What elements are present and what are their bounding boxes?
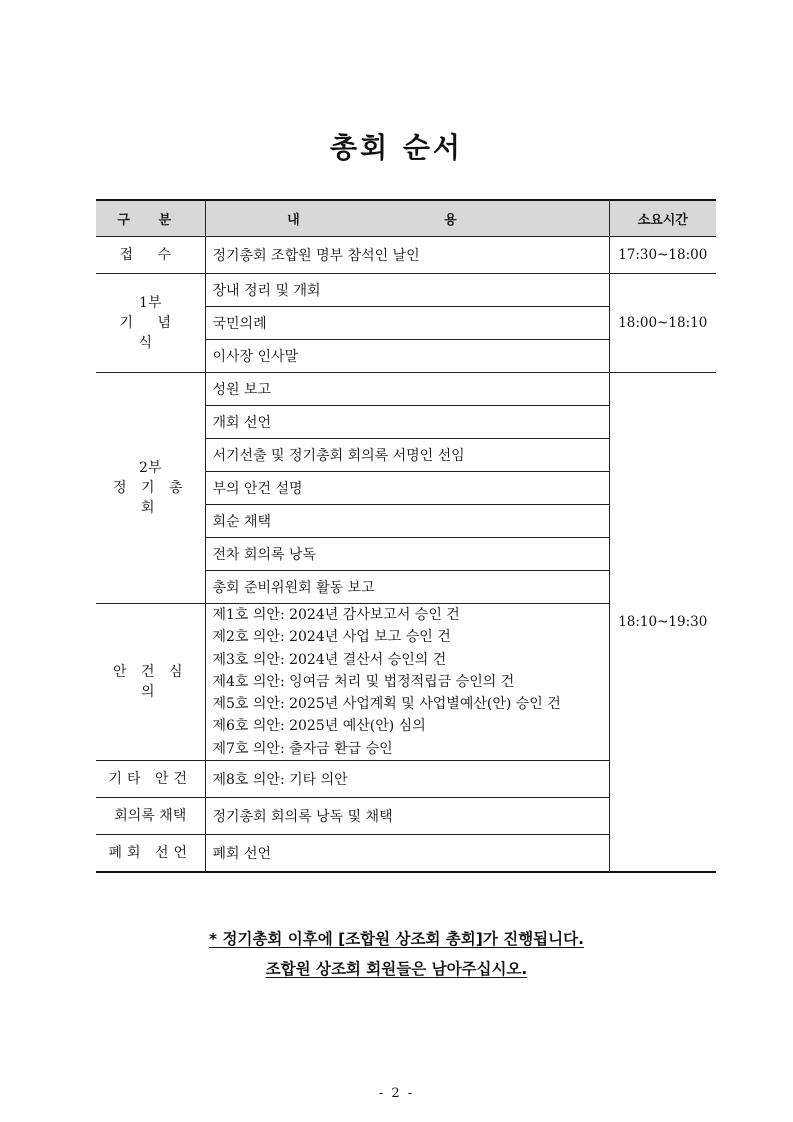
notice	[0, 924, 793, 984]
bill-item: 제1호 의안: 2024년 감사보고서 승인 건	[212, 607, 460, 623]
table-row	[96, 274, 716, 307]
category-minutes: 회의록 채택	[96, 798, 205, 835]
time-part1: 18:00~18:10	[609, 274, 716, 373]
page-number: - 2 -	[378, 1086, 415, 1101]
part1-item: 이사장 인사말	[205, 340, 609, 373]
header-content: 내 용	[205, 200, 609, 237]
bill-item: 제5호 의안: 2025년 사업계획 및 사업별예산(안) 승인 건	[212, 696, 561, 713]
part1-item: 국민의례	[205, 307, 609, 340]
content-closing: 폐회 선언	[205, 835, 609, 873]
notice-line-1: * 정기총회 이후에 [조합원 상조회 총회]가 진행됩니다.	[209, 930, 584, 948]
part2-item: 전차 회의록 낭독	[205, 538, 609, 571]
part2-item: 부의 안건 설명	[205, 472, 609, 505]
part2-item: 총회 준비위원회 활동 보고	[205, 571, 609, 604]
notice-line-2: 조합원 상조회 회원들은 남아주십시오.	[265, 960, 528, 978]
category-part2: 2부 정 기 총 회	[96, 373, 205, 604]
header-category: 구 분	[96, 200, 205, 237]
bill-item: 제6호 의안: 2025년 예산(안) 심의	[212, 718, 426, 735]
content-reception: 정기총회 조합원 명부 참석인 날인	[205, 237, 609, 274]
bill-item: 제4호 의안: 잉여금 처리 및 법정적립금 승인의 건	[212, 673, 515, 690]
agenda-table	[96, 199, 716, 873]
table-row	[96, 373, 716, 406]
part2-item: 성원 보고	[205, 373, 609, 406]
part2-item: 회순 채택	[205, 505, 609, 538]
page-title: 총회 순서	[330, 131, 463, 164]
content-other: 제8호 의안: 기타 의안	[205, 761, 609, 798]
time-part2: 18:10~19:30	[609, 373, 716, 873]
part2-item: 개회 선언	[205, 406, 609, 439]
part1-item: 장내 정리 및 개회	[205, 274, 609, 307]
table-header-row	[96, 200, 716, 237]
bill-item: 제3호 의안: 2024년 결산서 승인의 건	[212, 651, 447, 668]
time-reception: 17:30~18:00	[609, 237, 716, 274]
category-reception: 접 수	[96, 237, 205, 274]
bills-list	[205, 604, 609, 761]
category-bills: 안 건 심 의	[96, 604, 205, 761]
category-part1: 1부 기 념 식	[96, 274, 205, 373]
content-minutes: 정기총회 회의록 낭독 및 채택	[205, 798, 609, 835]
category-closing: 폐회 선언	[96, 835, 205, 873]
part2-item: 서기선출 및 정기총회 회의록 서명인 선임	[205, 439, 609, 472]
bill-item: 제7호 의안: 출자금 환급 승인	[212, 740, 393, 757]
table-row-reception	[96, 237, 716, 274]
bill-item: 제2호 의안: 2024년 사업 보고 승인 건	[212, 629, 451, 646]
category-other: 기타 안건	[96, 761, 205, 798]
header-time: 소요시간	[609, 200, 716, 237]
